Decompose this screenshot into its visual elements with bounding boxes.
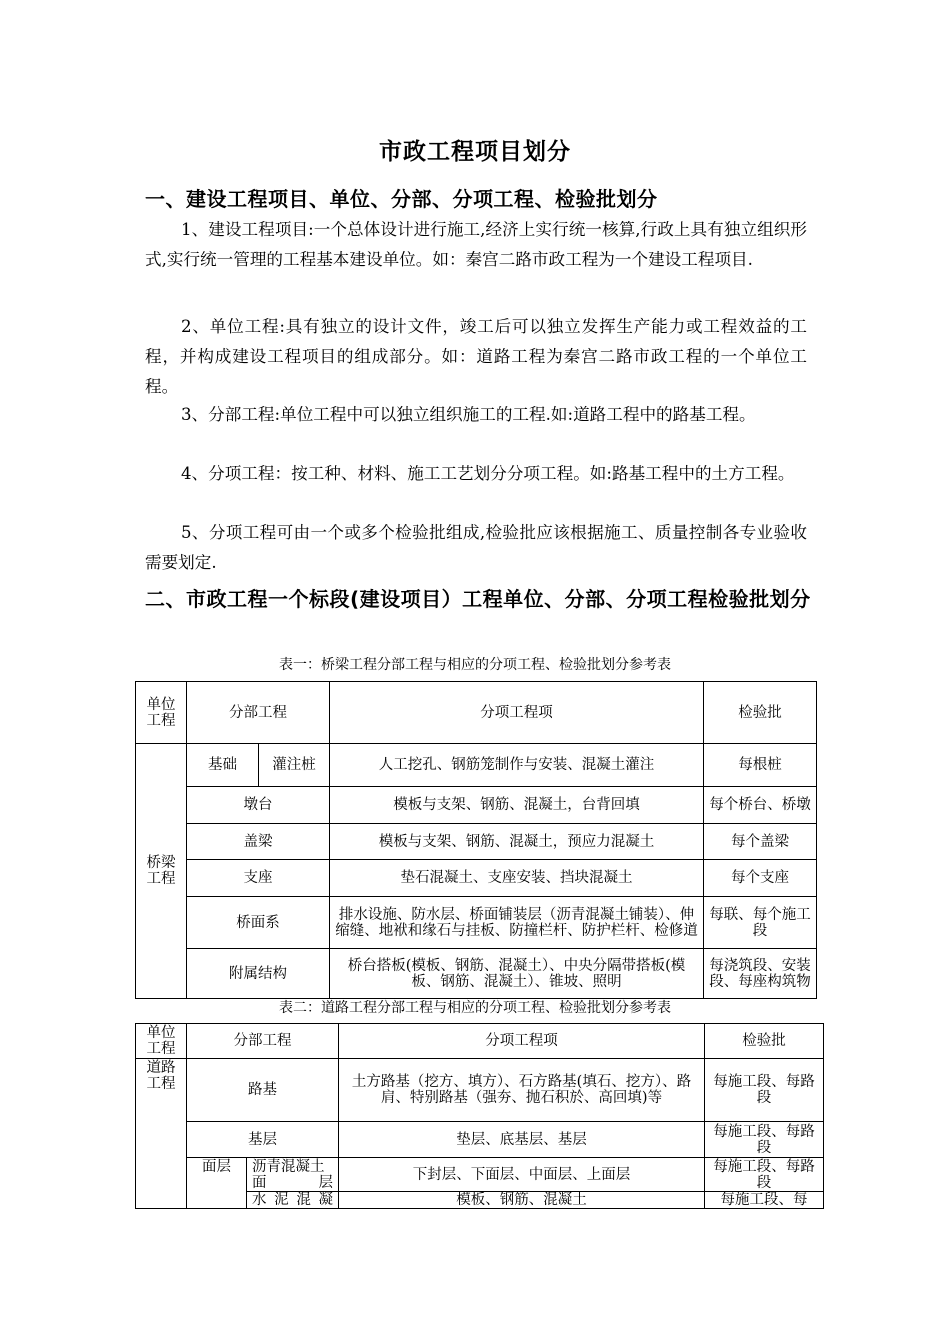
subitem-cell: 下封层、下面层、中面层、上面层: [339, 1158, 705, 1192]
table-row: [136, 1122, 824, 1158]
road-table: [135, 1023, 824, 1209]
header-subitem: 分项工程项: [339, 1024, 705, 1059]
table-1-caption: 表一：桥梁工程分部工程与相应的分项工程、检验批划分参考表: [279, 657, 671, 673]
paragraph-3: 3、分部工程:单位工程中可以独立组织施工的工程.如:道路工程中的路基工程。: [181, 405, 756, 424]
batch-cell: 每联、每个施工段: [704, 897, 817, 949]
division-cell: 附属结构: [187, 949, 330, 999]
division-cell: 盖梁: [187, 824, 330, 860]
section-1-heading: 一、建设工程项目、单位、分部、分项工程、检验批划分: [145, 187, 658, 211]
table-row: [136, 824, 817, 860]
batch-cell: 每个支座: [704, 860, 817, 897]
table-row: [136, 949, 817, 999]
header-unit: 单位工程: [136, 1024, 187, 1059]
table-header-row: [136, 682, 817, 744]
batch-cell: 每施工段、每路段: [705, 1122, 824, 1158]
batch-cell: 每施工段、每: [705, 1192, 824, 1209]
sub-division-cell: 水泥混凝: [247, 1192, 339, 1209]
document-title: 市政工程项目划分: [379, 139, 571, 165]
table-row: [136, 1158, 824, 1192]
paragraph-1: 1、建设工程项目:一个总体设计进行施工,经济上实行统一核算,行政上具有独立组织形式,实行统一管理的工程基本建设单位。如：秦宫二路市政工程为一个建设工程项目.: [145, 220, 807, 269]
subitem-cell: 人工挖孔、钢筋笼制作与安装、混凝土灌注: [330, 744, 704, 787]
table-row: [136, 744, 817, 787]
bridge-table: [135, 681, 817, 999]
header-division: 分部工程: [187, 682, 330, 744]
paragraph-4: 4、分项工程：按工种、材料、施工工艺划分分项工程。如:路基工程中的土方工程。: [181, 464, 795, 483]
division-cell: 基础: [187, 744, 259, 787]
table-header-row: [136, 1024, 824, 1059]
batch-cell: 每施工段、每路段: [705, 1158, 824, 1192]
table-row: [136, 897, 817, 949]
subitem-cell: 垫层、底基层、基层: [339, 1122, 705, 1158]
batch-cell: 每根桩: [704, 744, 817, 787]
header-batch: 检验批: [704, 682, 817, 744]
subitem-cell: 模板与支架、钢筋、混凝土，预应力混凝土: [330, 824, 704, 860]
header-division: 分部工程: [187, 1024, 339, 1059]
header-batch: 检验批: [705, 1024, 824, 1059]
subitem-cell: 桥台搭板(模板、钢筋、混凝土）、中央分隔带搭板(模板、钢筋、混凝土）、锥坡、照明: [330, 949, 704, 999]
paragraph-5: 5、分项工程可由一个或多个检验批组成,检验批应该根据施工、质量控制各专业验收需要划定.: [145, 523, 807, 572]
table-row: [136, 1059, 824, 1122]
division-cell: 路基: [187, 1059, 339, 1122]
batch-cell: 每施工段、每路段: [705, 1059, 824, 1122]
paragraph-2: 2、单位工程:具有独立的设计文件，竣工后可以独立发挥生产能力或工程效益的工程，并构成建设工程项目的组成部分。如：道路工程为秦宫二路市政工程的一个单位工程。: [145, 317, 807, 396]
division-cell: 面层: [187, 1158, 247, 1209]
table-row: [136, 787, 817, 824]
division-cell: 桥面系: [187, 897, 330, 949]
unit-cell: 道路工程: [136, 1059, 187, 1209]
sub-division-cell: 沥青混凝土面层: [247, 1158, 339, 1192]
section-2-heading: 二、市政工程一个标段(建设项目）工程单位、分部、分项工程检验批划分: [145, 587, 811, 611]
subitem-cell: 排水设施、防水层、桥面铺装层（沥青混凝土铺装）、伸缩缝、地袱和缘石与挂板、防撞栏杆、防护栏杆、检修道: [330, 897, 704, 949]
subitem-cell: 土方路基（挖方、填方）、石方路基(填石、挖方）、路肩、特别路基（强夯、抛石积於、高回填)等: [339, 1059, 705, 1122]
sub-division-cell: 灌注桩: [259, 744, 330, 787]
division-cell: 支座: [187, 860, 330, 897]
division-cell: 基层: [187, 1122, 339, 1158]
table-row: [136, 860, 817, 897]
batch-cell: 每个盖梁: [704, 824, 817, 860]
header-unit: 单位工程: [136, 682, 187, 744]
batch-cell: 每浇筑段、安装段、每座构筑物: [704, 949, 817, 999]
header-subitem: 分项工程项: [330, 682, 704, 744]
subitem-cell: 模板与支架、钢筋、混凝土，台背回填: [330, 787, 704, 824]
subitem-cell: 垫石混凝土、支座安装、挡块混凝土: [330, 860, 704, 897]
batch-cell: 每个桥台、桥墩: [704, 787, 817, 824]
subitem-cell: 模板、钢筋、混凝土: [339, 1192, 705, 1209]
division-cell: 墩台: [187, 787, 330, 824]
table-2-caption: 表二：道路工程分部工程与相应的分项工程、检验批划分参考表: [279, 1000, 671, 1016]
unit-cell: 桥梁工程: [136, 744, 187, 999]
